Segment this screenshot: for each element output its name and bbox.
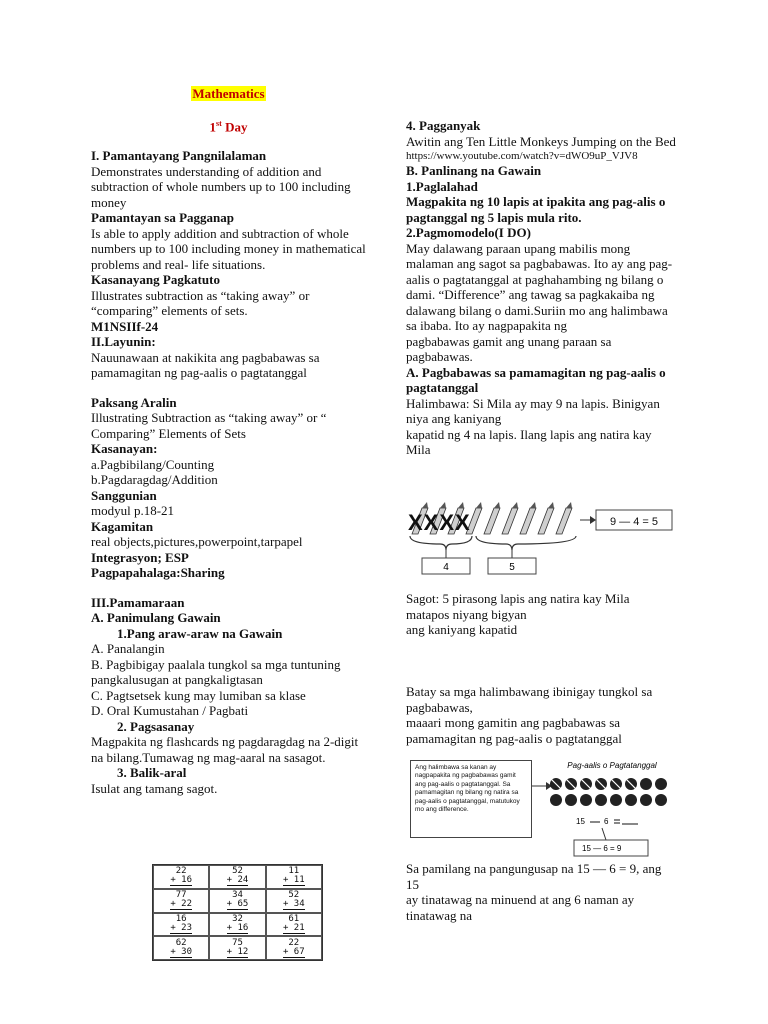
box-right-value: 5 [509, 562, 515, 573]
worksheet-cell [153, 865, 209, 889]
worksheet-cell [153, 889, 209, 913]
addend-bottom: + 23 [170, 922, 192, 933]
apple-icon [625, 794, 637, 806]
worksheet-cell [209, 936, 265, 960]
sagot-line1: Sagot: 5 pirasong lapis ang natira kay Mila matapos niyang bigyan [406, 591, 630, 622]
pagpapahalaga: Pagpapahalaga:Sharing [91, 565, 225, 581]
worksheet-cell [209, 913, 265, 937]
eq2-text: 15 — 6 = 9 [582, 844, 622, 853]
sec6a1-title: 1.Pang araw-araw na Gawain [117, 625, 283, 641]
addition-worksheet [152, 864, 323, 961]
addend-bottom: + 16 [170, 875, 192, 886]
worksheet-cell [266, 936, 322, 960]
apple-icon [595, 794, 607, 806]
pagmomodelo-text2: pagbabawas gamit ang unang paraan sa pagbabawas. [406, 333, 612, 364]
sanggunian-text: modyul p.18-21 [91, 503, 175, 519]
pencil-figure [406, 498, 682, 578]
worksheet-cell [153, 936, 209, 960]
right-column [406, 118, 676, 458]
apple-figure [406, 756, 682, 862]
spacer [91, 102, 366, 116]
addend-bottom: + 11 [282, 875, 305, 886]
kagamitan-title: Kagamitan [91, 518, 154, 534]
sec3-text: Illustrates subtraction as “taking away” or “comparing” elements of sets. [91, 287, 310, 319]
addend-bottom: + 22 [170, 899, 192, 910]
apple-icon [655, 794, 667, 806]
paglalahad-text: Magpakita ng 10 lapis at ipakita ang pag-alis o pagtanggal ng 5 lapis mula rito. [406, 194, 666, 225]
pamilang-line1: Sa pamilang na pangungusap na 15 — 6 = 9, ang 15 [406, 861, 662, 892]
sanggunian-title: Sanggunian [91, 487, 157, 503]
addend-top: 22 [288, 937, 300, 948]
addend-top: 61 [288, 913, 300, 924]
eq1-a: 15 [576, 817, 585, 826]
pagsasanay-title: 2. Pagsasanay [117, 718, 195, 734]
eq-connector [602, 828, 606, 840]
cross-marks: XXXX [408, 510, 471, 535]
apple-icon [550, 794, 562, 806]
kasanayan-b: b.Pagdaragdag/Addition [91, 472, 218, 488]
secA-title: A. Pagbabawas sa pamamagitan ng pag-aalis o pagtatanggal [406, 364, 666, 395]
addend-bottom: + 24 [226, 875, 249, 886]
worksheet-cell [266, 865, 322, 889]
kasanayan-title: Kasanayan: [91, 441, 158, 457]
sec4-text: Nauunawaan at nakikita ang pagbabawas sa pamamagitan ng pag-aalis o pagtatanggal [91, 349, 320, 381]
day-word: Day [221, 118, 248, 134]
kagamitan-text: real objects,pictures,powerpoint,tarpapel [91, 534, 303, 550]
apple-illustration [406, 756, 682, 862]
addend-top: 22 [175, 866, 187, 877]
addend-bottom: + 34 [282, 899, 305, 910]
subject-title [91, 86, 366, 102]
video-link[interactable]: https://www.youtube.com/watch?v=dWO9uP_VJV8 [406, 150, 638, 162]
addend-bottom: + 21 [282, 922, 305, 933]
sec6a-title: A. Panimulang Gawain [91, 610, 221, 626]
apple-icon [610, 794, 622, 806]
spacer [91, 134, 366, 148]
apple-group [550, 778, 667, 806]
pagsasanay-text: Magpakita ng flashcards ng pagdaragdag na 2-digit na bilang.Tumawag ng mag-aaral na sasagot. [91, 734, 359, 765]
pencil-illustration [406, 498, 682, 578]
addend-top: 11 [288, 866, 300, 877]
addend-top: 77 [175, 890, 187, 901]
pamilang-line2: ay tinatawag na minuend at ang 6 naman ay tinatawag na [406, 892, 635, 923]
addend-bottom: + 67 [282, 946, 305, 957]
day-number: 1 [209, 118, 217, 134]
addend-top: 52 [232, 866, 243, 877]
pagmomodelo-title: 2.Pagmomodelo(I DO) [406, 225, 531, 240]
right-batay-block [406, 684, 676, 746]
apple-icon [640, 778, 652, 790]
sec3-title: Kasanayang Pagkatuto [91, 272, 220, 288]
right-pamilang-block [406, 861, 676, 923]
apple-icon [580, 794, 592, 806]
addend-top: 62 [175, 937, 187, 948]
equation-text: 9 — 4 = 5 [609, 516, 659, 528]
competency-code: M1NSIIf-24 [91, 318, 159, 334]
pagganyak-text: Awitin ang Ten Little Monkeys Jumping on the Bed [406, 133, 676, 149]
addend-top: 52 [288, 890, 300, 901]
right-answer-block [406, 591, 676, 638]
balik-aral-text: Isulat ang tamang sagot. [91, 780, 218, 796]
list-item-d: D. Oral Kumustahan / Pagbati [91, 703, 249, 719]
worksheet-cell [266, 913, 322, 937]
apple-icon [565, 794, 577, 806]
list-item-c: C. Pagtsetsek kung may lumiban sa klase [91, 687, 306, 703]
batay-line1: Batay sa mga halimbawang ibinigay tungkol sa pagbabawas, [406, 684, 653, 715]
addend-bottom: + 65 [226, 899, 249, 910]
sec4-title: II.Layunin: [91, 334, 156, 350]
spacer [91, 381, 366, 395]
explanation-box: Ang halimbawa sa kanan ay nagpapakita ng pagbabawas gamit ang pag-aalis o pagtatanggal. Sa pamamagitan ng bilang ng natira sa pag-aalis o pagtatanggal, matutukoy mo ang difference. [410, 760, 532, 838]
batay-line2: maaari mong gamitin ang pagbabawas sa pamamagitan ng pag-aalis o pagtatanggal [406, 715, 622, 746]
paglalahad-title: 1.Paglalahad [406, 178, 478, 194]
worksheet-cell [209, 865, 265, 889]
sagot-line2: ang kaniyang kapatid [406, 622, 518, 637]
worksheet-cell [153, 913, 209, 937]
sec5-text: Illustrating Subtraction as “taking away” or “ Comparing” Elements of Sets [91, 410, 327, 441]
addend-bottom: + 30 [170, 946, 192, 957]
eq1-b: 6 [604, 817, 609, 826]
kasanayan-a: a.Pagbibilang/Counting [91, 456, 215, 472]
list-item-b: B. Pagbibigay paalala tungkol sa mga tuntuning pangkalusugan at pangkaligtasan [91, 656, 341, 688]
box-left-value: 4 [443, 562, 449, 573]
sec2-title: Pamantayan sa Pagganap [91, 210, 235, 226]
sec2-text: Is able to apply addition and subtraction of whole numbers up to 100 including money in mathematical problems and real- life situations. [91, 225, 366, 272]
addend-top: 16 [175, 913, 187, 924]
list-item-a: A. Panalangin [91, 641, 165, 657]
worksheet-cell [266, 889, 322, 913]
subject-text: Mathematics [192, 86, 265, 101]
addend-top: 32 [232, 913, 243, 924]
day-title [91, 116, 366, 135]
day-suffix: st [216, 118, 222, 128]
pagmomodelo-text1: May dalawang paraan upang mabilis mong malaman ang sagot sa pagbabawas. Ito ay ang pag-aalis o pagtatanggal at paghahambing ng bilang o dami. “Difference” ang tawag sa pagkakaiba ng dalawang bilang o dami.Suriin mo ang halimbawa sa ibaba. Ito ay nagpapakita ng [406, 240, 673, 333]
addend-top: 75 [232, 937, 243, 948]
sec5-title: Paksang Aralin [91, 394, 177, 410]
pagganyak-title: 4. Pagganyak [406, 118, 481, 133]
halimbawa-line2: kapatid ng 4 na lapis. Ilang lapis ang natira kay Mila [406, 426, 652, 457]
spacer [91, 581, 366, 595]
sec1-text: Demonstrates understanding of addition and subtraction of whole numbers up to 100 including money [91, 163, 351, 210]
integrasyon: Integrasyon; ESP [91, 549, 189, 565]
addend-bottom: + 12 [226, 946, 249, 957]
sec6-title: III.Pamamaraan [91, 594, 185, 610]
balik-aral-title: 3. Balik-aral [117, 765, 187, 781]
secB-title: B. Panlinang na Gawain [406, 163, 542, 178]
apple-heading: Pag-aalis o Pagtatanggal [567, 761, 657, 770]
apple-icon [640, 794, 652, 806]
left-column [91, 86, 366, 796]
addend-bottom: + 16 [226, 922, 249, 933]
sec1-title: I. Pamantayang Pangnilalaman [91, 148, 267, 164]
addend-top: 34 [232, 890, 243, 901]
halimbawa-line1: Halimbawa: Si Mila ay may 9 na lapis. Binigyan niya ang kaniyang [406, 395, 660, 426]
apple-icon [655, 778, 667, 790]
worksheet-cell [209, 889, 265, 913]
